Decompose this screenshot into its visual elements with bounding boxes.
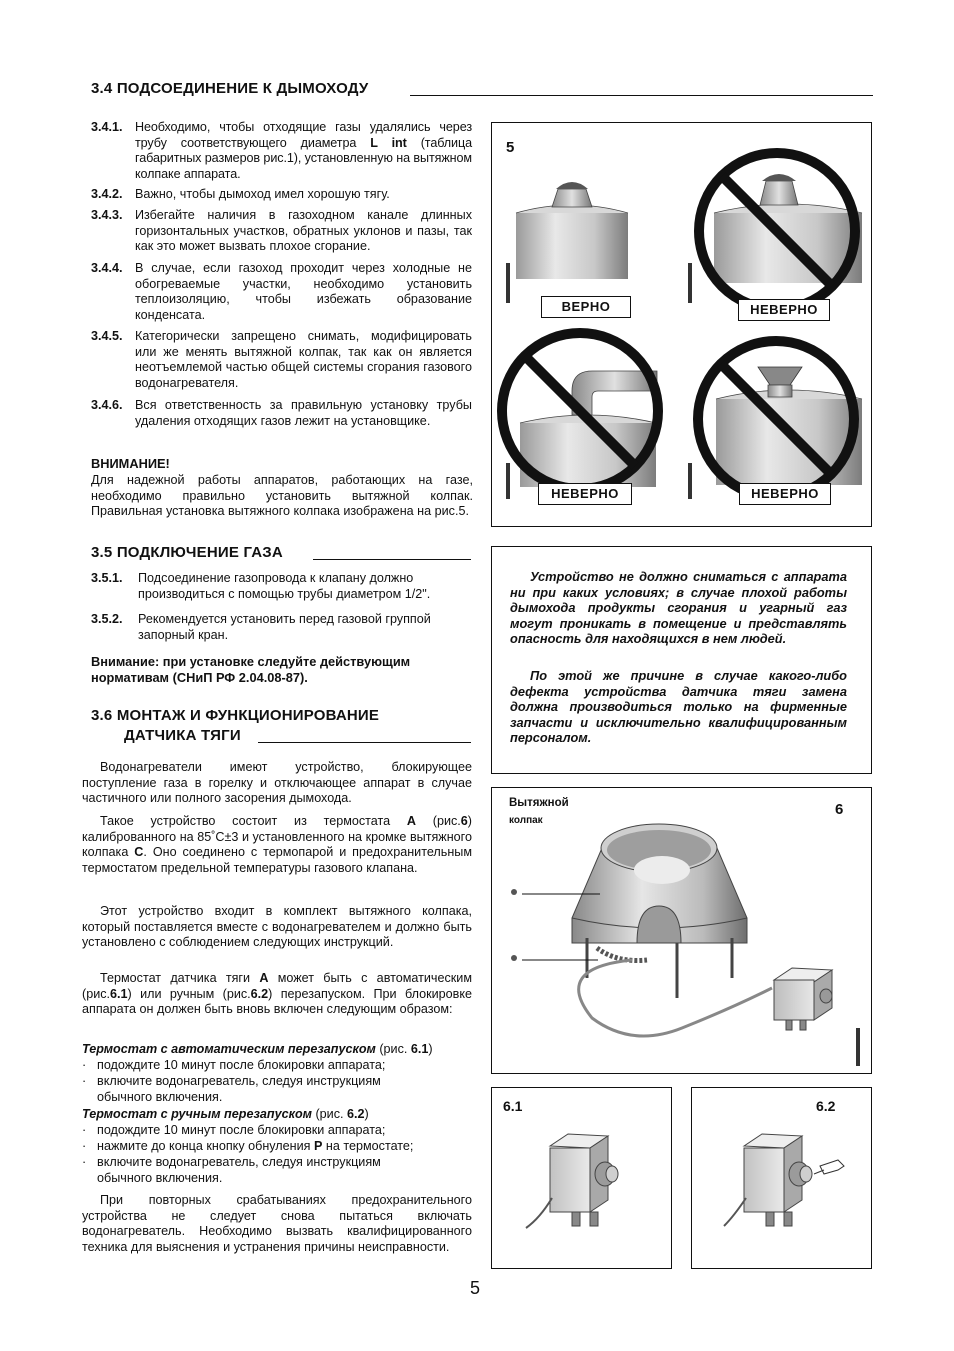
manual-reset-thermostat-illustration xyxy=(692,1088,871,1268)
warning-text-1: Устройство не должно сниматься с аппарата ни при каких условиях; в случае плохой работы дымохода продукты сгорания и угарный газ могут проникать в помещение и представлять опасность для находящихся в нем людей. xyxy=(510,569,847,647)
auto-restart-title: Термостат с автоматическим перезапуском (рис. 6.1) xyxy=(82,1042,433,1056)
heater-wrong-1 xyxy=(699,153,862,309)
item-3-4-5 xyxy=(91,329,472,391)
item-number: 3.4.3. xyxy=(91,208,123,222)
s36-paragraph-2: Такое устройство состоит из термостата A (рис.6) калиброванного на 85˚C±3 и установленного на кромке вытяжного колпака C. Оно соединено с термопарой и предохранительным термостатом предельной температуры газового клапана. xyxy=(82,814,473,875)
section-3-5-rule xyxy=(313,559,471,560)
item-3-4-2 xyxy=(91,187,472,203)
item-number: 3.4.1. xyxy=(91,120,123,134)
item-number: 3.4.4. xyxy=(91,261,123,275)
item-3-4-4 xyxy=(91,261,472,323)
heater-correct xyxy=(516,182,628,279)
item-text: В случае, если газоход проходит через холодные не обогреваемые участки, необходимо установить теплоизоляцию, чтобы избежать образование конденсата. xyxy=(135,261,472,322)
section-3-6-title-line2: ДАТЧИКА ТЯГИ xyxy=(124,727,241,744)
auto-item-2: · включите водонагреватель, следуя инструкциям обычного включения. xyxy=(82,1074,381,1104)
draft-hood-illustration xyxy=(492,788,871,1073)
label-wrong-3: НЕВЕРНО xyxy=(739,483,831,505)
attention-text: Для надежной работы аппаратов, работающих на газе, необходимо правильно установить вытяжной колпак. Правильная установка вытяжного колпака изображена на рис.5. xyxy=(91,473,473,519)
section-3-6-title-line1: 3.6 МОНТАЖ И ФУНКЦИОНИРОВАНИЕ xyxy=(91,707,380,724)
fig6-caption-line2: колпак xyxy=(509,815,543,826)
item-number: 3.4.5. xyxy=(91,329,123,343)
figure-5-box xyxy=(491,122,872,527)
figure-6-2-number: 6.2 xyxy=(816,1098,836,1114)
page-number: 5 xyxy=(470,1278,481,1298)
item-3-5-1 xyxy=(91,571,472,602)
auto-item-1: · подождите 10 минут после блокировки аппарата; xyxy=(82,1058,386,1072)
item-3-5-2 xyxy=(91,612,472,643)
auto-reset-thermostat-illustration xyxy=(492,1088,671,1268)
label-wrong-1: НЕВЕРНО xyxy=(738,299,830,321)
item-text: Избегайте наличия в газоходном канале длинных горизонтальных участков, обратных уклонов и пазы, так как это может вызвать плохое сгорание. xyxy=(135,208,472,254)
figure-6-1-box xyxy=(491,1087,672,1269)
item-number: 3.5.1. xyxy=(91,571,123,585)
manual-item-2: · нажмите до конца кнопку обнуления P на термостате; xyxy=(82,1139,414,1153)
install-note: Внимание: при установке следуйте действующим нормативам (СНиП РФ 2.04.08-87). xyxy=(91,654,411,685)
item-text: Категорически запрещено снимать, модифицировать или же менять вытяжной колпак, так как он является неотъемлемой частью общей системы сгорания газового водонагревателя. xyxy=(135,329,472,390)
item-text: Подсоединение газопровода к клапану должно производиться с помощью трубы диаметром 1/2". xyxy=(138,571,431,601)
item-number: 3.4.2. xyxy=(91,187,123,201)
item-3-4-1 xyxy=(91,120,472,182)
s36-paragraph-4: Термостат датчика тяги A может быть с автоматическим (рис.6.1) или ручным (рис.6.2) перезапуском. При блокировке аппарата он должен быть вновь включен следующим образом: xyxy=(82,971,472,1017)
s36-paragraph-1: Водонагреватели имеют устройство, блокирующее поступление газа в горелку и отключающее аппарат в случае частичного или полного засорения дымохода. xyxy=(82,760,472,806)
item-text: Необходимо, чтобы отходящие газы удалялись через трубу соответствующего диаметра L int (таблица габаритных размеров рис.1), установленную на вытяжном колпаке аппарата. xyxy=(135,120,472,181)
section-3-5-title: 3.5 ПОДКЛЮЧЕНИЕ ГАЗА xyxy=(91,544,283,561)
heater-wrong-3 xyxy=(698,341,862,497)
fig6-caption-line1: Вытяжной xyxy=(509,797,569,809)
attention-title: ВНИМАНИЕ! xyxy=(91,456,170,471)
figure-6-1-number: 6.1 xyxy=(503,1098,523,1114)
section-3-6-rule xyxy=(258,742,471,743)
item-text: Вся ответственность за правильную установку трубы удаления отходящих газов лежит на установщике. xyxy=(135,398,472,428)
warning-text-2: По этой же причине в случае какого-либо дефекта устройства датчика тяги замена должна производиться только на фирменные запчасти и исключительно квалифицированным персоналом. xyxy=(510,668,847,746)
figure-5-number: 5 xyxy=(506,139,515,156)
item-3-4-3 xyxy=(91,208,472,255)
label-wrong-2: НЕВЕРНО xyxy=(538,483,632,505)
figure-6-number: 6 xyxy=(835,801,844,818)
manual-item-1: · подождите 10 минут после блокировки аппарата; xyxy=(82,1123,386,1137)
item-text: Важно, чтобы дымоход имел хорошую тягу. xyxy=(135,187,390,201)
label-correct: ВЕРНО xyxy=(541,296,631,318)
item-number: 3.5.2. xyxy=(91,612,123,626)
heater-wrong-2 xyxy=(502,333,658,489)
figure-5-illustration xyxy=(492,123,871,526)
section-3-4-rule xyxy=(410,95,873,96)
section-3-4-title: 3.4 ПОДСОЕДИНЕНИЕ К ДЫМОХОДУ xyxy=(91,80,369,97)
s36-final-paragraph: При повторных срабатываниях предохранительного устройства не следует снова пытаться включать водонагреватель. Необходимо вызвать квалифицированного техника для выяснения и устранения причины неисправности. xyxy=(82,1193,472,1254)
manual-restart-title: Термостат с ручным перезапуском (рис. 6.2) xyxy=(82,1107,369,1121)
s36-paragraph-3: Этот устройство входит в комплект вытяжного колпака, который поставляется вместе с водонагревателем и должно быть установлено с соблюдением следующих инструкций. xyxy=(82,904,472,950)
item-number: 3.4.6. xyxy=(91,398,123,412)
manual-item-3: · включите водонагреватель, следуя инструкциям обычного включения. xyxy=(82,1155,381,1185)
figure-6-box xyxy=(491,787,872,1074)
item-text: Рекомендуется установить перед газовой группой запорный кран. xyxy=(138,612,431,642)
warning-box xyxy=(491,546,872,774)
figure-6-2-box xyxy=(691,1087,872,1269)
item-3-4-6 xyxy=(91,398,472,429)
